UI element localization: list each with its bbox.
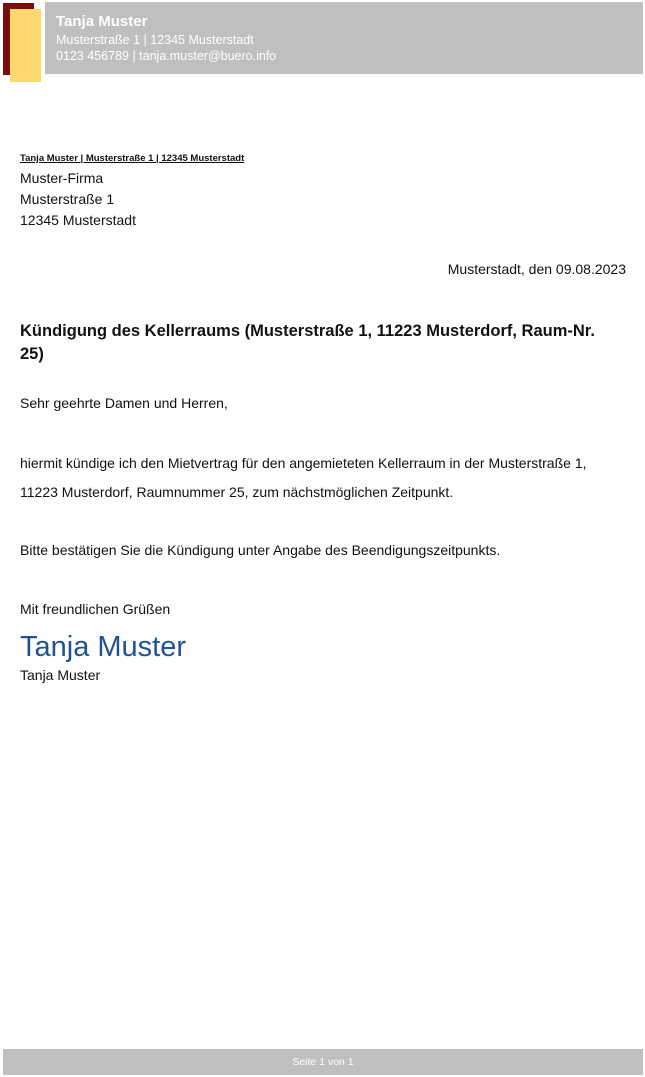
letterhead-contact: 0123 456789 | tanja.muster@buero.info <box>56 49 277 63</box>
sender-return-address: Tanja Muster | Musterstraße 1 | 12345 Musterstadt <box>20 153 245 164</box>
closing-phrase: Mit freundlichen Grüßen <box>20 601 171 617</box>
letter-date: Musterstadt, den 09.08.2023 <box>447 261 626 277</box>
letter-subject: Kündigung des Kellerraums (Musterstraße 1, 11223 Musterdorf, Raum-Nr. 25) <box>20 322 595 363</box>
decorative-bar-yellow <box>10 9 41 82</box>
recipient-city: 12345 Musterstadt <box>20 212 136 228</box>
salutation: Sehr geehrte Damen und Herren, <box>20 395 228 411</box>
letterhead-address: Musterstraße 1 | 12345 Musterstadt <box>56 33 254 47</box>
printed-name: Tanja Muster <box>20 667 101 683</box>
page-footer <box>3 1049 643 1075</box>
page-number-label: Seite 1 von 1 <box>292 1056 354 1068</box>
recipient-street: Musterstraße 1 <box>20 191 115 207</box>
signature: Tanja Muster <box>20 631 187 663</box>
letterhead-name: Tanja Muster <box>56 13 148 30</box>
recipient-company: Muster-Firma <box>20 170 104 186</box>
recipient-address-block <box>20 168 136 231</box>
body-paragraph: hiermit kündige ich den Mietvertrag für den angemieteten Kellerraum in der Musterstraße 1, 11223 Musterdorf, Raumnummer 25, zum nächstmöglichen Zeitpunkt. <box>20 455 587 500</box>
body-paragraph: Bitte bestätigen Sie die Kündigung unter Angabe des Beendigungszeitpunkts. <box>20 542 501 558</box>
